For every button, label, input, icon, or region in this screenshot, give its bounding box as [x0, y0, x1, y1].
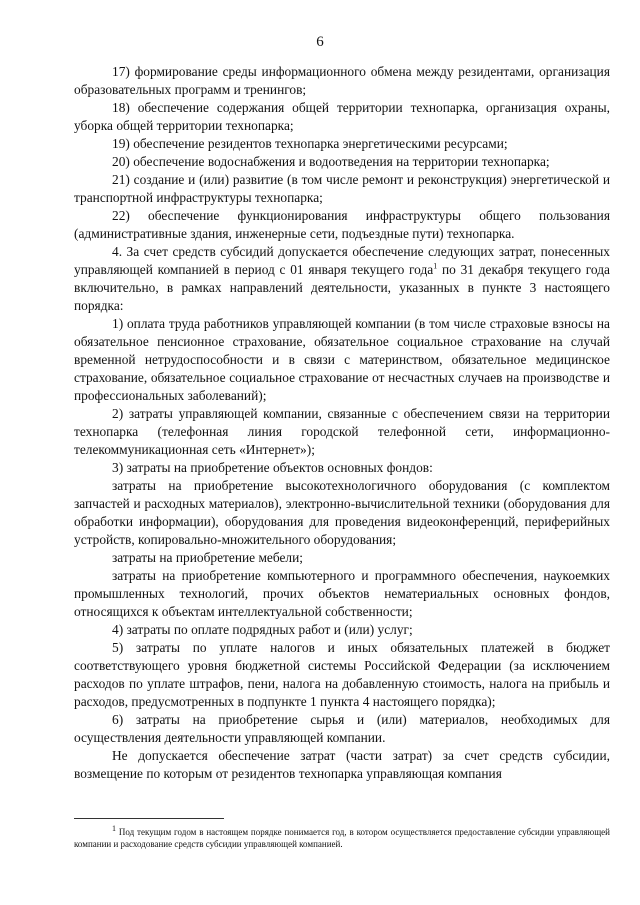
subitem-3-equipment: затраты на приобретение высокотехнологичного оборудования (с комплектом запчастей и расходных материалов), электронно-вычислительной техники (оборудования для обработки информации), оборудования для проведения видеоконференций, периферийных устройств, копировально-множительного оборудования; — [74, 478, 610, 547]
clause-4 — [74, 243, 610, 315]
clause-4-text: 4. За счет средств субсидий допускается обеспечение следующих затрат, понесенных управляющей компанией в период с 01 января текущего года — [74, 244, 610, 277]
subitem-4: 4) затраты по оплате подрядных работ и (или) услуг; — [112, 622, 413, 637]
item-20: 20) обеспечение водоснабжения и водоотведения на территории технопарка; — [112, 154, 550, 169]
subitem-3-software: затраты на приобретение компьютерного и программного обеспечения, наукоемких промышленных технологий, прочих объектов нематериальных основных фондов, относящихся к объектам интеллектуальной собственности; — [74, 568, 610, 619]
closing-paragraph: Не допускается обеспечение затрат (части затрат) за счет средств субсидии, возмещение по которым от резидентов технопарка управляющая компания — [74, 748, 610, 781]
footnote-marker: 1 — [112, 824, 116, 833]
item-17: 17) формирование среды информационного обмена между резидентами, организация образовательных программ и тренингов; — [74, 64, 610, 97]
footnote — [74, 826, 610, 850]
subitem-3-furniture: затраты на приобретение мебели; — [112, 550, 304, 565]
footnote-ref: 1 — [433, 261, 438, 271]
footnote-text: Под текущим годом в настоящем порядке понимается год, в котором осуществляется предоставление субсидии управляющей компании и расходование средств субсидии управляющей компанией. — [74, 827, 610, 849]
page-number: 6 — [316, 34, 324, 50]
clause-4-tail: по 31 декабря текущего года включительно, в рамках направлений деятельности, указанных в пункте 3 настоящего порядка: — [74, 262, 610, 313]
subitem-6: 6) затраты на приобретение сырья и (или) материалов, необходимых для осуществления деятельности управляющей компании. — [74, 712, 610, 745]
document-body — [74, 63, 610, 783]
subitem-5: 5) затраты по уплате налогов и иных обязательных платежей в бюджет соответствующего уровня бюджетной системы Российской Федерации (за исключением расходов по уплате штрафов, пени, налога на добавленную стоимость, налога на прибыль и расходов, предусмотренных в подпункте 1 пункта 4 настоящего порядка); — [74, 640, 610, 709]
footnote-divider — [74, 818, 224, 819]
subitem-2: 2) затраты управляющей компании, связанные с обеспечением связи на территории технопарка (телефонная линия городской телефонной сети, информационно-телекоммуникационная сеть «Интернет»); — [74, 406, 610, 457]
subitem-1: 1) оплата труда работников управляющей компании (в том числе страховые взносы на обязательное пенсионное страхование, обязательное социальное страхование на случай временной нетрудоспособности и в связи с материнством, обязательное медицинское страхование, обязательное социальное страхование от несчастных случаев на производстве и профессиональных заболеваний); — [74, 316, 610, 403]
item-18: 18) обеспечение содержания общей территории технопарка, организация охраны, уборка общей территории технопарка; — [74, 100, 610, 133]
item-22: 22) обеспечение функционирования инфраструктуры общего пользования (административные здания, инженерные сети, подъездные пути) технопарка. — [74, 208, 610, 241]
item-21: 21) создание и (или) развитие (в том числе ремонт и реконструкция) энергетической и транспортной инфраструктуры технопарка; — [74, 172, 610, 205]
subitem-3: 3) затраты на приобретение объектов основных фондов: — [112, 460, 433, 475]
item-19: 19) обеспечение резидентов технопарка энергетическими ресурсами; — [112, 136, 508, 151]
